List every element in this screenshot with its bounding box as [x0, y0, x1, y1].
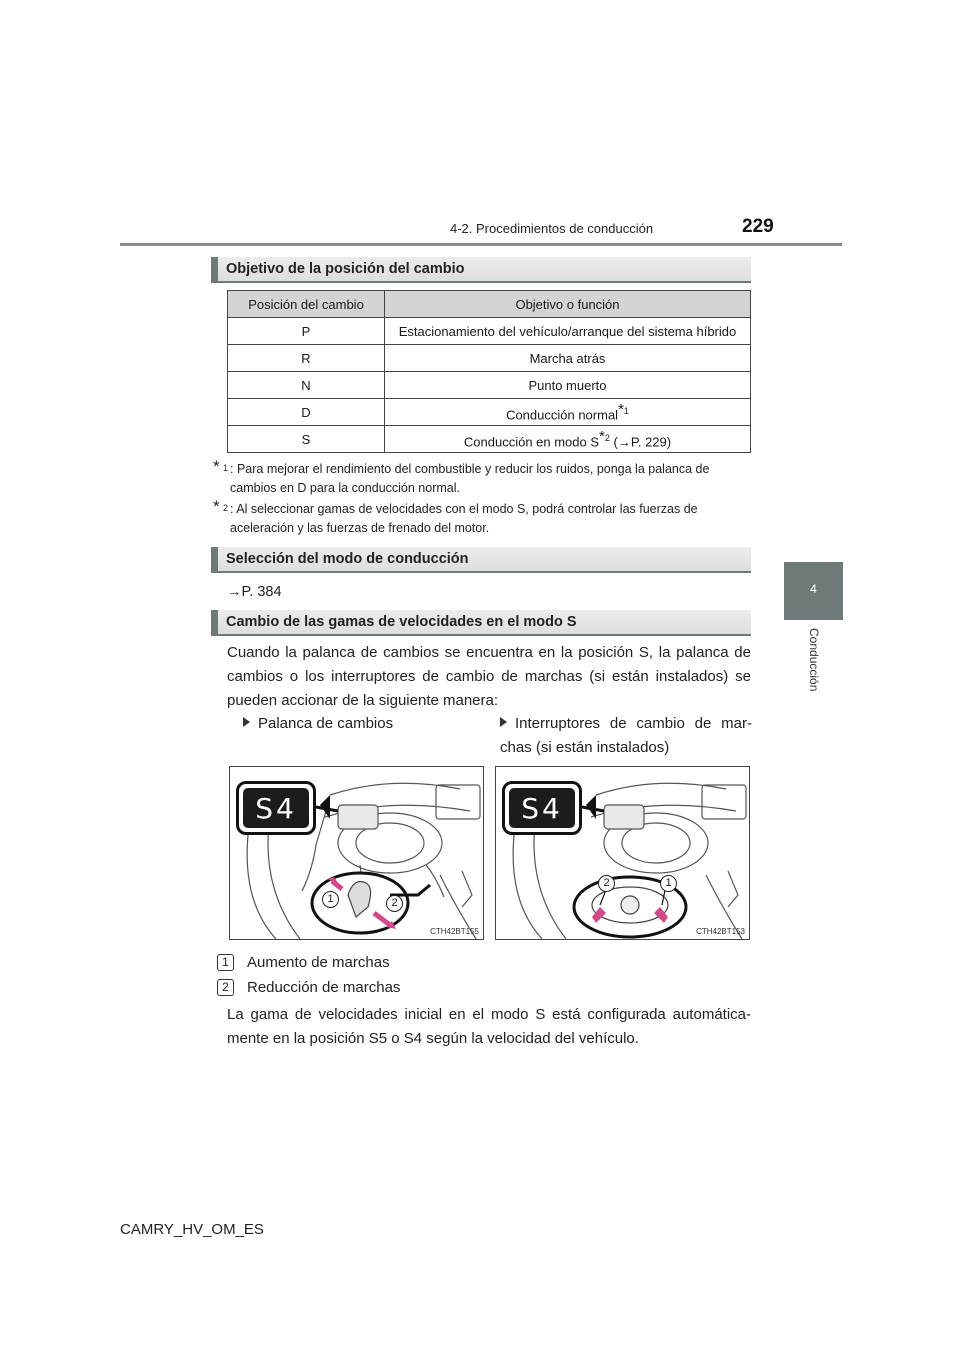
table-cell-position: R — [228, 345, 385, 372]
header-divider — [120, 243, 842, 246]
table-row — [228, 345, 751, 372]
table-cell-function — [385, 426, 751, 453]
option-paddles: Interruptores de cambio de mar-chas (si están instalados) — [500, 715, 752, 756]
figure-paddle-shifters — [495, 766, 750, 940]
legend-number: 1 — [217, 954, 234, 971]
table-row — [228, 426, 751, 453]
table-cell-function — [385, 399, 751, 426]
gear-display: S4 — [243, 788, 309, 828]
page-reference-link[interactable]: →P. 384 — [227, 584, 282, 600]
table-header-row — [228, 291, 751, 318]
legend-item-upshift: 1 Aumento de marchas — [217, 954, 390, 971]
section-heading-drive-mode: Selección del modo de conducción — [211, 547, 751, 573]
triangle-bullet-icon — [500, 717, 507, 727]
table-header: Objetivo o función — [385, 291, 751, 318]
table-cell-position: D — [228, 399, 385, 426]
footnote-ref: *2 — [599, 428, 610, 446]
legend-item-downshift: 2 Reducción de marchas — [217, 979, 400, 996]
footnote-1: * 1 : Para mejorar el rendimiento del combustible y reducir los ruidos, ponga la palanca de cambios en D para la conducción normal. — [213, 457, 710, 495]
page-number: 229 — [742, 216, 774, 237]
figure-code: CTH42BT153 — [696, 927, 745, 936]
table-cell-function: Punto muerto — [385, 372, 751, 399]
legend-number: 2 — [217, 979, 234, 996]
closing-paragraph: La gama de velocidades inicial en el modo S está configurada automática-mente en la posición S5 o S4 según la velocidad del vehículo. — [227, 1006, 751, 1047]
table-row — [228, 318, 751, 345]
chapter-tab: 4 — [784, 562, 843, 620]
section-heading-shift-purpose: Objetivo de la posición del cambio — [211, 257, 751, 283]
table-cell-function: Estacionamiento del vehículo/arranque del sistema híbrido — [385, 318, 751, 345]
table-header: Posición del cambio — [228, 291, 385, 318]
s-mode-intro-paragraph: Cuando la palanca de cambios se encuentra en la posición S, la palanca de cambios o los interruptores de cambio de marchas (si están instalados) se pueden accionar de la siguiente manera: — [227, 644, 751, 709]
table-cell-position: N — [228, 372, 385, 399]
s4-display-callout — [502, 781, 582, 835]
callout-downshift: 2 — [598, 875, 615, 892]
footnote-ref: *1 — [618, 401, 629, 419]
figure-code: CTH42BT155 — [430, 927, 479, 936]
table-row — [228, 372, 751, 399]
running-header: 4-2. Procedimientos de conducción — [450, 221, 654, 236]
function-text: Conducción en modo S — [463, 434, 600, 450]
gear-display: S4 — [509, 788, 575, 828]
section-heading-s-mode: Cambio de las gamas de velocidades en el modo S — [211, 610, 751, 636]
callout-upshift: 1 — [322, 891, 339, 908]
table-cell-position: S — [228, 426, 385, 453]
callout-downshift: 2 — [386, 895, 403, 912]
callout-upshift: 1 — [660, 875, 677, 892]
table-cell-position: P — [228, 318, 385, 345]
document-code: CAMRY_HV_OM_ES — [120, 1221, 264, 1238]
s4-display-callout — [236, 781, 316, 835]
option-lever: Palanca de cambios — [243, 712, 393, 736]
table-cell-function: Marcha atrás — [385, 345, 751, 372]
function-text: Conducción normal — [506, 407, 619, 423]
shift-position-table — [227, 290, 751, 453]
chapter-label: Conducción — [807, 628, 821, 692]
table-row — [228, 399, 751, 426]
page-reference: (→P. 229) — [609, 434, 672, 450]
figure-shift-lever — [229, 766, 484, 940]
triangle-bullet-icon — [243, 717, 250, 727]
footnote-2: * 2 : Al seleccionar gamas de velocidades con el modo S, podrá controlar las fuerzas de aceleración y las fuerzas de frenado del motor. — [213, 497, 698, 535]
